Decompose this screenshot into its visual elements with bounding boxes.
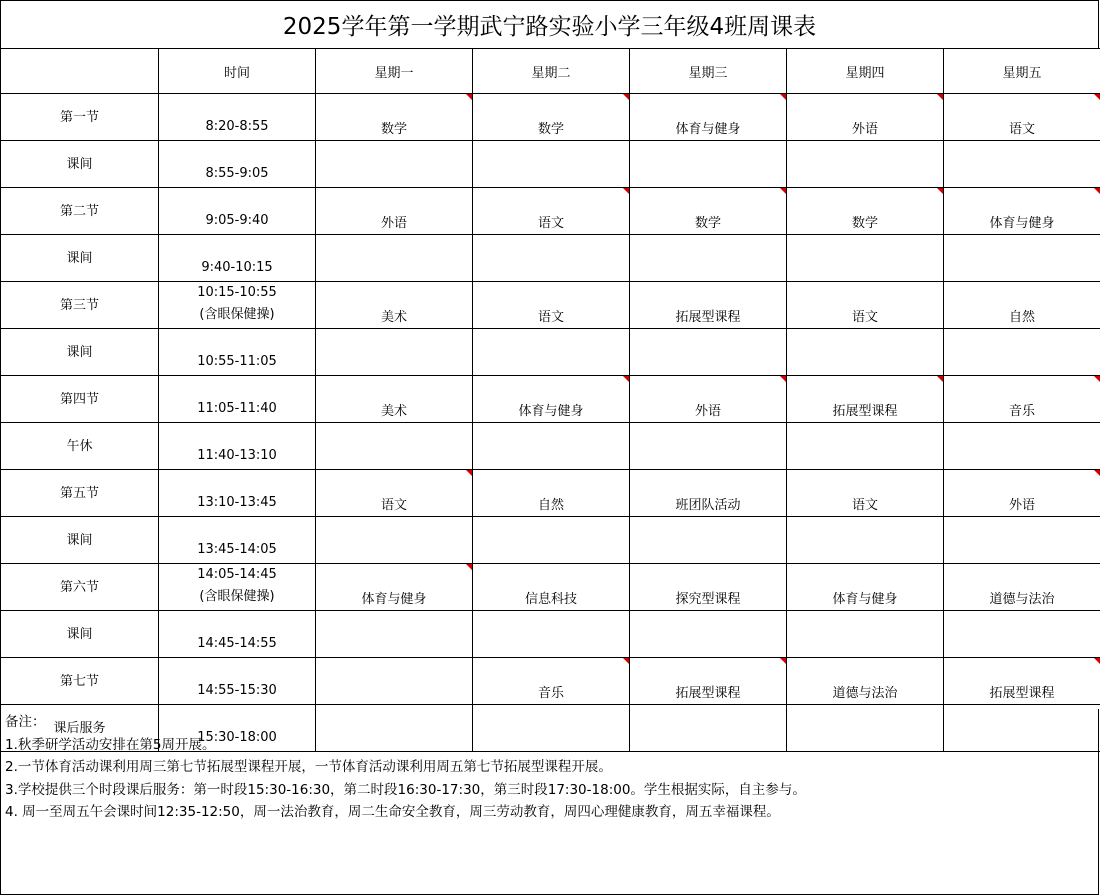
subject-cell <box>473 376 630 423</box>
subject-text: 体育与健身 <box>675 122 741 137</box>
subject-cell <box>787 564 944 611</box>
time-range: 14:55-15:30 <box>197 683 277 698</box>
period-label <box>1 423 159 470</box>
subject-cell <box>787 282 944 329</box>
subject-cell <box>787 470 944 517</box>
subject-text: 外语 <box>851 122 878 137</box>
subject-cell <box>787 423 944 470</box>
schedule-row <box>1 517 1100 564</box>
schedule-table <box>0 48 1100 752</box>
time-range: 10:55-11:05 <box>197 354 277 369</box>
subject-cell <box>316 188 473 235</box>
time-cell <box>159 376 316 423</box>
schedule-row <box>1 94 1100 141</box>
time-range: 13:10-13:45 <box>197 495 277 510</box>
time-cell <box>159 235 316 282</box>
time-range: 11:05-11:40 <box>197 401 277 416</box>
subject-cell <box>473 611 630 658</box>
header-time: 时间 <box>159 49 316 94</box>
subject-cell <box>787 188 944 235</box>
subject-cell <box>630 564 787 611</box>
time-cell <box>159 517 316 564</box>
period-label-text: 第六节 <box>59 579 99 595</box>
schedule-row <box>1 235 1100 282</box>
time-cell <box>159 423 316 470</box>
subject-cell <box>473 235 630 282</box>
subject-cell <box>944 564 1100 611</box>
subject-cell <box>316 376 473 423</box>
subject-text: 语文 <box>380 498 407 513</box>
period-label <box>1 611 159 658</box>
subject-text: 数学 <box>694 216 721 231</box>
comment-marker-icon[interactable] <box>1094 94 1100 100</box>
subject-cell <box>944 94 1100 141</box>
header-row <box>1 49 1100 94</box>
subject-text: 外语 <box>1008 498 1035 513</box>
period-label-text: 第三节 <box>59 297 99 313</box>
subject-cell <box>630 517 787 564</box>
subject-cell <box>473 423 630 470</box>
subject-cell <box>787 517 944 564</box>
subject-text: 语文 <box>537 310 564 325</box>
subject-cell <box>944 423 1100 470</box>
subject-text: 外语 <box>380 216 407 231</box>
subject-cell <box>316 517 473 564</box>
period-label <box>1 141 159 188</box>
subject-cell <box>787 329 944 376</box>
subject-cell <box>630 188 787 235</box>
subject-text: 体育与健身 <box>518 404 584 419</box>
period-label-text: 第四节 <box>59 391 99 407</box>
time-cell <box>159 611 316 658</box>
comment-marker-icon[interactable] <box>1094 658 1100 664</box>
subject-cell <box>316 235 473 282</box>
subject-cell <box>630 329 787 376</box>
note-item: 3.学校提供三个时段课后服务：第一时段15:30-16:30，第二时段16:30-17:30，第三时段17:30-18:00。学生根据实际，自主参与。 <box>5 781 806 798</box>
schedule-row <box>1 658 1100 705</box>
time-cell <box>159 141 316 188</box>
time-range: 9:05-9:40 <box>205 213 269 228</box>
subject-text: 道德与法治 <box>832 686 898 701</box>
subject-cell <box>473 329 630 376</box>
subject-cell <box>473 658 630 705</box>
subject-cell <box>473 517 630 564</box>
comment-marker-icon[interactable] <box>623 94 629 100</box>
subject-cell <box>944 376 1100 423</box>
subject-cell <box>473 282 630 329</box>
period-label-text: 课间 <box>66 344 93 360</box>
subject-text: 探究型课程 <box>675 592 741 607</box>
subject-cell <box>944 235 1100 282</box>
subject-cell <box>316 282 473 329</box>
subject-cell <box>630 423 787 470</box>
subject-text: 道德与法治 <box>989 592 1055 607</box>
subject-cell <box>316 141 473 188</box>
subject-cell <box>630 235 787 282</box>
subject-text: 数学 <box>537 122 564 137</box>
header-blank-cell <box>1 49 159 94</box>
note-item: 2.一节体育活动课利用周三第七节拓展型课程开展，一节体育活动课利用周五第七节拓展型课程开展。 <box>5 759 612 775</box>
schedule-title: 2025学年第一学期武宁路实验小学三年级4班周课表 <box>0 0 1099 48</box>
subject-cell <box>473 141 630 188</box>
header-day-tue: 星期二 <box>473 49 630 94</box>
time-cell <box>159 188 316 235</box>
subject-cell <box>630 376 787 423</box>
period-label-text: 第二节 <box>59 203 99 219</box>
subject-cell <box>316 611 473 658</box>
period-label-text: 第七节 <box>59 673 99 689</box>
subject-cell <box>787 141 944 188</box>
period-label-text: 第一节 <box>59 109 99 125</box>
subject-text: 数学 <box>380 122 407 137</box>
subject-cell <box>316 94 473 141</box>
period-label-text: 课间 <box>66 156 93 172</box>
subject-cell <box>630 611 787 658</box>
subject-cell <box>787 611 944 658</box>
schedule-row <box>1 470 1100 517</box>
period-label-text: 课间 <box>66 250 93 266</box>
subject-cell <box>787 94 944 141</box>
schedule-row <box>1 611 1100 658</box>
schedule-row <box>1 423 1100 470</box>
subject-cell <box>944 282 1100 329</box>
time-range: 9:40-10:15 <box>201 260 273 275</box>
comment-marker-icon[interactable] <box>780 376 786 382</box>
schedule-row <box>1 376 1100 423</box>
comment-marker-icon[interactable] <box>937 94 943 100</box>
subject-cell <box>944 141 1100 188</box>
subject-text: 信息科技 <box>524 592 577 607</box>
period-label <box>1 658 159 705</box>
subject-cell <box>473 94 630 141</box>
subject-cell <box>316 658 473 705</box>
time-cell <box>159 658 316 705</box>
time-note: (含眼保健操) <box>199 589 275 604</box>
comment-marker-icon[interactable] <box>780 188 786 194</box>
subject-cell <box>944 188 1100 235</box>
period-label <box>1 376 159 423</box>
subject-text: 美术 <box>380 404 407 419</box>
comment-marker-icon[interactable] <box>623 188 629 194</box>
subject-text: 语文 <box>1008 122 1035 137</box>
header-day-mon: 星期一 <box>316 49 473 94</box>
time-range: 10:15-10:55 <box>197 285 277 300</box>
header-day-wed: 星期三 <box>630 49 787 94</box>
period-label-text: 课后服务 <box>53 720 106 736</box>
time-cell <box>159 329 316 376</box>
header-day-fri: 星期五 <box>944 49 1100 94</box>
subject-cell <box>316 329 473 376</box>
subject-text: 语文 <box>851 498 878 513</box>
notes-heading: 备注： <box>5 714 46 730</box>
time-range: 8:55-9:05 <box>205 166 269 181</box>
comment-marker-icon[interactable] <box>466 94 472 100</box>
subject-cell <box>473 564 630 611</box>
comment-marker-icon[interactable] <box>780 658 786 664</box>
subject-cell <box>473 470 630 517</box>
time-range: 14:05-14:45 <box>197 567 277 582</box>
comment-marker-icon[interactable] <box>466 564 472 570</box>
subject-text: 数学 <box>851 216 878 231</box>
schedule-row <box>1 282 1100 329</box>
subject-text: 语文 <box>851 310 878 325</box>
comment-marker-icon[interactable] <box>780 94 786 100</box>
period-label-text: 第五节 <box>59 485 99 501</box>
comment-marker-icon[interactable] <box>623 376 629 382</box>
subject-cell <box>473 188 630 235</box>
period-label <box>1 282 159 329</box>
subject-cell <box>787 658 944 705</box>
subject-text: 外语 <box>694 404 721 419</box>
period-label <box>1 329 159 376</box>
subject-cell <box>944 517 1100 564</box>
time-range: 15:30-18:00 <box>197 730 277 745</box>
comment-marker-icon[interactable] <box>623 658 629 664</box>
comment-marker-icon[interactable] <box>937 188 943 194</box>
period-label-text: 课间 <box>66 626 93 642</box>
subject-text: 音乐 <box>537 686 564 701</box>
subject-text: 体育与健身 <box>361 592 427 607</box>
time-cell <box>159 470 316 517</box>
subject-cell <box>787 235 944 282</box>
schedule-row <box>1 329 1100 376</box>
comment-marker-icon[interactable] <box>1094 376 1100 382</box>
time-cell <box>159 94 316 141</box>
note-item: 4. 周一至周五午会课时间12:35-12:50，周一法治教育，周二生命安全教育，周三劳动教育，周四心理健康教育，周五幸福课程。 <box>5 804 780 820</box>
subject-text: 拓展型课程 <box>675 310 741 325</box>
subject-cell <box>630 94 787 141</box>
subject-cell <box>944 470 1100 517</box>
period-label <box>1 94 159 141</box>
time-cell <box>159 282 316 329</box>
comment-marker-icon[interactable] <box>1094 188 1100 194</box>
schedule-row <box>1 141 1100 188</box>
subject-cell <box>787 376 944 423</box>
period-label-text: 课间 <box>66 532 93 548</box>
subject-cell <box>944 329 1100 376</box>
time-range: 13:45-14:05 <box>197 542 277 557</box>
subject-text: 自然 <box>537 498 564 513</box>
schedule-row <box>1 564 1100 611</box>
subject-text: 美术 <box>380 310 407 325</box>
note-item: 1.秋季研学活动安排在第5周开展。 <box>5 736 216 753</box>
period-label <box>1 517 159 564</box>
subject-cell <box>630 141 787 188</box>
subject-text: 拓展型课程 <box>989 686 1055 701</box>
time-note: (含眼保健操) <box>199 307 275 322</box>
period-label-text: 午休 <box>66 438 93 454</box>
subject-cell <box>630 658 787 705</box>
subject-cell <box>944 611 1100 658</box>
subject-text: 音乐 <box>1008 404 1035 419</box>
comment-marker-icon[interactable] <box>466 470 472 476</box>
header-day-thu: 星期四 <box>787 49 944 94</box>
time-range: 14:45-14:55 <box>197 636 277 651</box>
time-cell <box>159 564 316 611</box>
subject-text: 班团队活动 <box>675 498 741 513</box>
subject-cell <box>630 282 787 329</box>
time-range: 11:40-13:10 <box>197 448 277 463</box>
comment-marker-icon[interactable] <box>937 376 943 382</box>
period-label <box>1 188 159 235</box>
subject-text: 体育与健身 <box>832 592 898 607</box>
period-label <box>1 564 159 611</box>
subject-cell <box>630 470 787 517</box>
time-range: 8:20-8:55 <box>205 119 269 134</box>
subject-text: 自然 <box>1008 310 1035 325</box>
subject-cell <box>316 470 473 517</box>
subject-text: 拓展型课程 <box>832 404 898 419</box>
subject-cell <box>316 423 473 470</box>
subject-cell <box>316 564 473 611</box>
schedule-row <box>1 188 1100 235</box>
subject-text: 语文 <box>537 216 564 231</box>
subject-text: 体育与健身 <box>989 216 1055 231</box>
subject-cell <box>944 658 1100 705</box>
comment-marker-icon[interactable] <box>1094 470 1100 476</box>
notes-section <box>0 709 1099 895</box>
period-label <box>1 235 159 282</box>
subject-text: 拓展型课程 <box>675 686 741 701</box>
period-label <box>1 470 159 517</box>
